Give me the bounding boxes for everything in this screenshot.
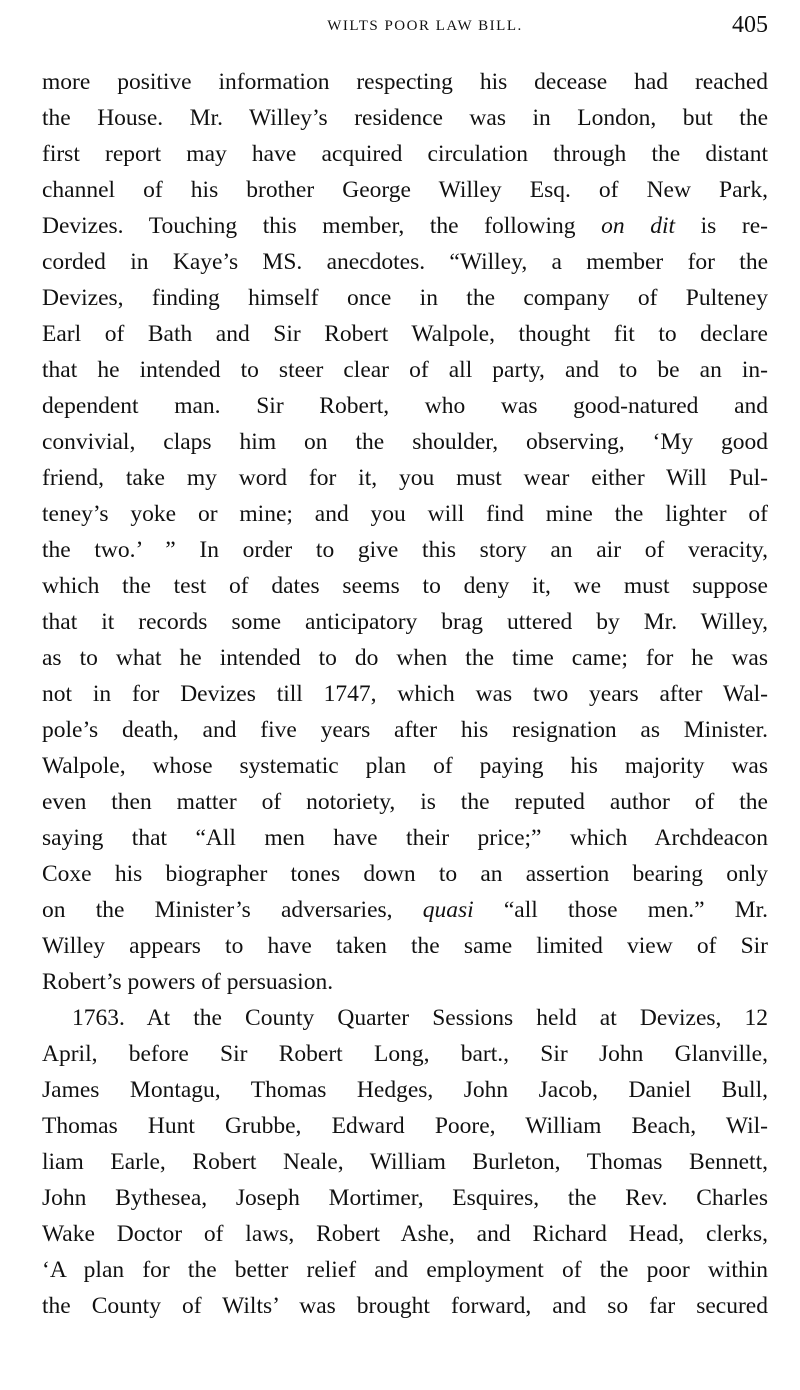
- text-line: teney’s yoke or mine; and you will find mine the lighter of: [42, 501, 768, 527]
- text-line: James Montagu, Thomas Hedges, John Jacob, Daniel Bull,: [42, 1077, 768, 1103]
- page-header: [42, 12, 768, 46]
- italic-phrase: on dit: [601, 213, 676, 239]
- text-line: friend, take my word for it, you must wear either Will Pul-: [42, 465, 768, 491]
- text-line: that he intended to steer clear of all party, and to be an in-: [42, 357, 768, 383]
- text-line: Robert’s powers of persuasion.: [42, 969, 334, 995]
- text-line: Wake Doctor of laws, Robert Ashe, and Richard Head, clerks,: [42, 1221, 768, 1247]
- text-line: convivial, claps him on the shoulder, observing, ‘My good: [42, 429, 768, 455]
- text-line: not in for Devizes till 1747, which was two years after Wal-: [42, 681, 768, 707]
- text-line: Thomas Hunt Grubbe, Edward Poore, William Beach, Wil-: [42, 1113, 768, 1139]
- text-line: corded in Kaye’s MS. anecdotes. “Willey, a member for the: [42, 249, 768, 275]
- text-line: pole’s death, and five years after his resignation as Minister.: [42, 717, 768, 743]
- text-line: Earl of Bath and Sir Robert Walpole, thought fit to declare: [42, 321, 768, 347]
- text-line: more positive information respecting his decease had reached: [42, 69, 768, 95]
- italic-phrase: quasi: [422, 897, 474, 923]
- text-line: the two.’ ” In order to give this story an air of veracity,: [42, 537, 768, 563]
- text-line: Willey appears to have taken the same limited view of Sir: [42, 933, 768, 959]
- text-line: 1763. At the County Quarter Sessions held at Devizes, 12: [72, 1005, 768, 1031]
- text-line: liam Earle, Robert Neale, William Burleton, Thomas Bennett,: [42, 1149, 768, 1175]
- page-number: 405: [732, 12, 768, 38]
- text-line: ‘A plan for the better relief and employment of the poor within: [42, 1257, 768, 1283]
- text-line: Walpole, whose systematic plan of paying his majority was: [42, 753, 768, 779]
- text-line: the County of Wilts’ was brought forward, and so far secured: [42, 1293, 768, 1319]
- text-line: [42, 892, 768, 928]
- text-line: Coxe his biographer tones down to an assertion bearing only: [42, 861, 768, 887]
- body-text: [42, 64, 768, 1324]
- text-segment: “all those men.” Mr.: [473, 897, 768, 923]
- text-segment: is re-: [675, 213, 768, 239]
- text-line: dependent man. Sir Robert, who was good-natured and: [42, 393, 768, 419]
- text-line: the House. Mr. Willey’s residence was in London, but the: [42, 105, 768, 131]
- text-segment: on the Minister’s adversaries,: [42, 897, 423, 923]
- text-segment: Devizes. Touching this member, the following: [42, 213, 602, 239]
- running-head: WILTS POOR LAW BILL.: [327, 18, 523, 34]
- text-line: saying that “All men have their price;” which Archdeacon: [42, 825, 768, 851]
- text-line: that it records some anticipatory brag uttered by Mr. Willey,: [42, 609, 768, 635]
- text-line: as to what he intended to do when the time came; for he was: [42, 645, 768, 671]
- text-line: John Bythesea, Joseph Mortimer, Esquires, the Rev. Charles: [42, 1185, 768, 1211]
- text-line: Devizes, finding himself once in the company of Pulteney: [42, 285, 768, 311]
- text-line: channel of his brother George Willey Esq. of New Park,: [42, 177, 768, 203]
- text-line: [42, 208, 768, 244]
- text-line: even then matter of notoriety, is the reputed author of the: [42, 789, 768, 815]
- text-line: which the test of dates seems to deny it, we must suppose: [42, 573, 768, 599]
- text-line: April, before Sir Robert Long, bart., Sir John Glanville,: [42, 1041, 768, 1067]
- text-line: first report may have acquired circulation through the distant: [42, 141, 768, 167]
